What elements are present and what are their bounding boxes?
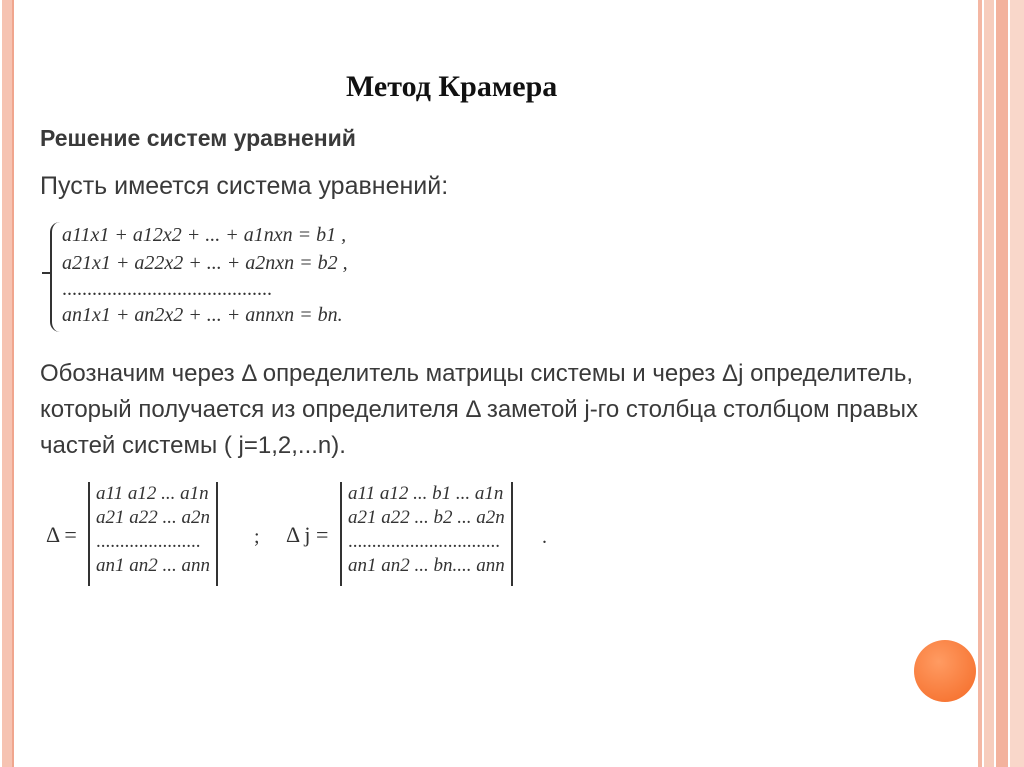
section-heading: Решение систем уравнений: [40, 125, 356, 151]
delta-j-row: a11 a12 ... b1 ... a1n: [348, 483, 504, 504]
delta-j-row: an1 an2 ... bn.... ann: [348, 555, 505, 576]
delta-determinant: [88, 482, 218, 586]
delta-separator: ;: [254, 526, 260, 548]
delta-row: ......................: [96, 531, 201, 552]
slide-border-right-3: [996, 0, 1008, 767]
delta-j-row: a21 a22 ... b2 ... a2n: [348, 507, 505, 528]
definition-paragraph: Обозначим через Δ определитель матрицы системы и через Δj определитель, который получается из определителя Δ заметой j-го столбца столбцом правых частей системы ( j=1,2,...n).: [40, 360, 918, 459]
slide-title: Метод Крамера: [346, 70, 558, 103]
delta-row: a11 a12 ... a1n: [96, 483, 209, 504]
equation-2: a21x1 + a22x2 + ... + a2nxn = b2 ,: [62, 252, 348, 274]
delta-label: Δ =: [46, 522, 77, 547]
equation-1: a11x1 + a12x2 + ... + a1nxn = b1 ,: [62, 224, 347, 246]
delta-j-label: Δ j =: [286, 522, 329, 547]
delta-j-row: ................................: [348, 531, 500, 552]
intro-text: Пусть имеется система уравнений:: [40, 172, 449, 200]
slide-border-right-2: [984, 0, 994, 767]
slide-border-right-4: [1010, 0, 1024, 767]
delta-j-separator: .: [542, 526, 547, 548]
delta-j-determinant: [340, 482, 513, 586]
decorative-circle: [914, 640, 976, 702]
equation-dots: ..........................................: [62, 278, 272, 300]
equation-system: [50, 222, 410, 332]
slide-border-left-line: [12, 0, 14, 767]
delta-row: a21 a22 ... a2n: [96, 507, 210, 528]
delta-row: an1 an2 ... ann: [96, 555, 210, 576]
equation-n: an1x1 + an2x2 + ... + annxn = bn.: [62, 304, 343, 326]
slide-border-left: [2, 0, 12, 767]
